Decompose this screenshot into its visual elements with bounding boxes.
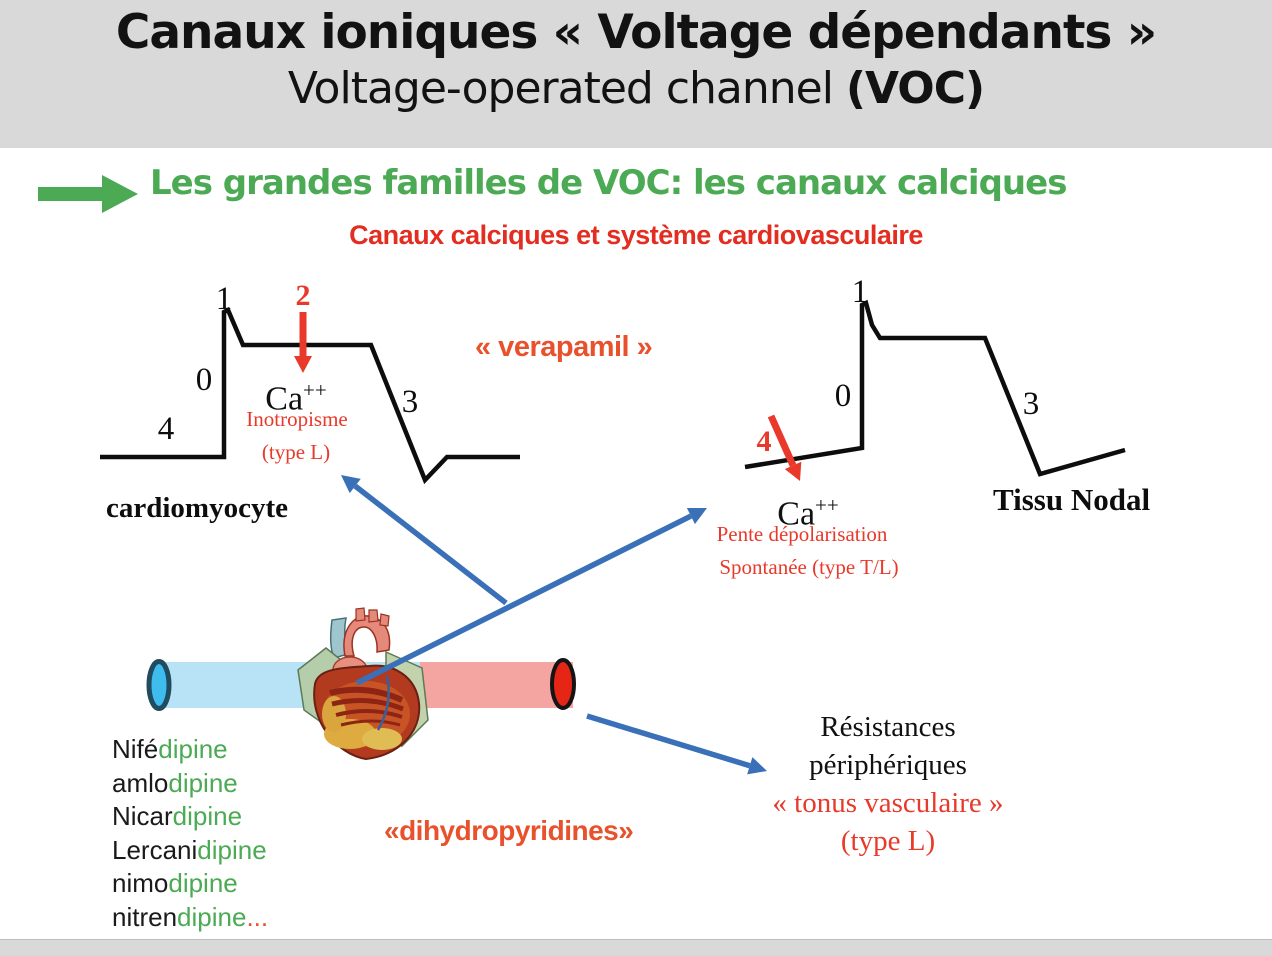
cardio-phase-1: 1 bbox=[215, 281, 233, 317]
nodal-phase-4: 4 bbox=[756, 425, 772, 458]
nodal-phase-1: 1 bbox=[851, 274, 869, 310]
drug-prefix: amlo bbox=[112, 767, 169, 798]
slide-title-en-text: Voltage-operated channel bbox=[287, 63, 846, 114]
drug-item bbox=[112, 800, 268, 834]
cardio-phase-3: 3 bbox=[401, 384, 419, 420]
dihydropyridines-label: «dihydropyridines» bbox=[384, 815, 634, 846]
drug-prefix: Lercani bbox=[112, 834, 198, 865]
arrow-heart-to-nodal-icon bbox=[357, 508, 707, 683]
slide-title-en-voc: (VOC) bbox=[845, 63, 985, 114]
nodal-ion-charge: ++ bbox=[815, 493, 839, 517]
drug-prefix: Nifé bbox=[112, 734, 159, 764]
verapamil-label: « verapamil » bbox=[475, 331, 653, 363]
drug-suffix: dipine bbox=[168, 767, 238, 798]
heart-illustration bbox=[298, 608, 428, 759]
drug-item bbox=[112, 867, 268, 901]
nodal-action-potential-curve bbox=[745, 303, 1125, 474]
artery-cap bbox=[552, 660, 574, 708]
bottom-bar bbox=[0, 939, 1272, 956]
periphery-line1: Résistances bbox=[820, 711, 956, 743]
drug-list bbox=[112, 733, 268, 935]
drug-suffix: dipine bbox=[158, 734, 228, 764]
cardio-phase-4: 4 bbox=[157, 411, 175, 447]
drug-item bbox=[112, 834, 268, 868]
drug-suffix: dipine bbox=[168, 868, 238, 899]
vein-cap bbox=[149, 662, 169, 709]
phase2-block-arrow-icon bbox=[294, 312, 312, 373]
drug-suffix: dipine bbox=[197, 834, 267, 865]
tissu-nodal-label: Tissu Nodal bbox=[993, 482, 1151, 517]
cardio-ion-charge: ++ bbox=[303, 378, 327, 402]
section-heading: Les grandes familles de VOC: les canaux calciques bbox=[150, 163, 1067, 203]
cardio-annotation-type: (type L) bbox=[261, 440, 331, 464]
peripheral-resistance-block bbox=[738, 708, 1038, 860]
drug-suffix: dipine bbox=[177, 901, 247, 932]
drug-ellipsis: ... bbox=[246, 901, 269, 932]
drug-suffix: dipine bbox=[172, 801, 243, 832]
drug-prefix: Nicar bbox=[112, 801, 173, 832]
drug-prefix: nimo bbox=[112, 868, 169, 899]
cardiomyocyte-label: cardiomyocyte bbox=[106, 492, 288, 524]
cardio-annotation-inotropisme: Inotropisme bbox=[246, 407, 348, 431]
section-subheading: Canaux calciques et système cardiovasculaire bbox=[349, 220, 923, 250]
phase4-block-arrow-icon bbox=[771, 416, 801, 481]
cardio-ion: Ca bbox=[265, 380, 304, 418]
drug-prefix: nitren bbox=[112, 901, 178, 932]
periphery-line2: périphériques bbox=[809, 749, 967, 781]
drug-item bbox=[112, 901, 268, 935]
cardio-phase-0: 0 bbox=[195, 362, 213, 398]
nodal-annotation-type: Spontanée (type T/L) bbox=[719, 555, 899, 579]
periphery-line3: « tonus vasculaire » bbox=[772, 787, 1004, 819]
nodal-phase-3: 3 bbox=[1022, 386, 1040, 422]
slide-title-fr: Canaux ioniques « Voltage dépendants » bbox=[115, 5, 1157, 60]
nodal-ion: Ca bbox=[777, 495, 816, 533]
green-block-arrow-icon bbox=[38, 175, 138, 213]
periphery-line4: (type L) bbox=[840, 825, 936, 857]
nodal-phase-0: 0 bbox=[834, 378, 852, 414]
arrow-heart-to-cardiomyocyte-icon bbox=[341, 475, 506, 603]
nodal-annotation-pente: Pente dépolarisation bbox=[716, 522, 888, 546]
drug-item bbox=[112, 767, 268, 801]
drug-item bbox=[112, 733, 268, 767]
cardio-phase-2: 2 bbox=[295, 279, 311, 312]
